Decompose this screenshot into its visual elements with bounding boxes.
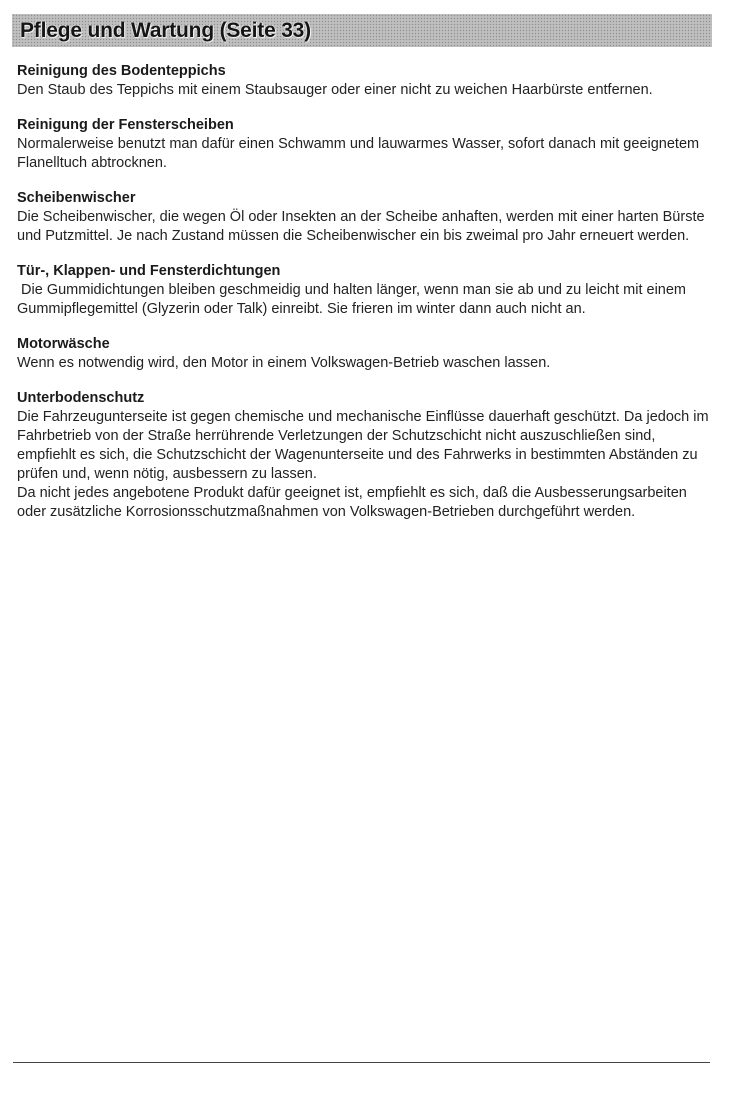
- section-heading: Scheibenwischer: [17, 190, 136, 206]
- section-paragraph: Wenn es notwendig wird, den Motor in einem Volkswagen-Betrieb waschen lassen.: [17, 355, 551, 371]
- section-heading: Tür-, Klappen- und Fensterdichtungen: [17, 263, 281, 279]
- document-body: [17, 62, 717, 538]
- section-paragraph: Da nicht jedes angebotene Produkt dafür geeignet ist, empfiehlt es sich, daß die Ausbesserungsarbeiten oder zusätzliche Korrosionsschutzmaßnahmen von Volkswagen-Betrieben durchgeführt werden.: [17, 485, 687, 520]
- section-motorwaesche: [17, 335, 717, 373]
- section-heading: Reinigung des Bodenteppichs: [17, 63, 226, 79]
- page-title: Pflege und Wartung (Seite 33): [20, 19, 311, 42]
- section-paragraph: Die Gummidichtungen bleiben geschmeidig und halten länger, wenn man sie ab und zu leicht mit einem Gummipflegemittel (Glyzerin oder Talk) einreibt. Sie frieren im winter dann auch nicht an.: [17, 282, 691, 317]
- section-dichtungen: [17, 262, 717, 319]
- section-heading: Unterbodenschutz: [17, 390, 145, 406]
- section-unterbodenschutz: [17, 389, 717, 522]
- section-paragraph: Die Scheibenwischer, die wegen Öl oder Insekten an der Scheibe anhaften, werden mit einer harten Bürste und Putzmittel. Je nach Zustand müssen die Scheibenwischer ein bis zweimal pro Jahr erneuert werden.: [17, 209, 705, 244]
- section-scheibenwischer: [17, 189, 717, 246]
- section-fensterscheiben: [17, 116, 717, 173]
- section-bodenteppich: [17, 62, 717, 100]
- section-paragraph: Normalerweise benutzt man dafür einen Schwamm und lauwarmes Wasser, sofort danach mit geeignetem Flanelltuch abtrocknen.: [17, 136, 700, 171]
- section-paragraph: Die Fahrzeugunterseite ist gegen chemische und mechanische Einflüsse dauerhaft geschützt. Da jedoch im Fahrbetrieb von der Straße herrührende Verletzungen der Schutzschicht nicht auszuschließen sind, empfiehlt es sich, die Schutzschicht der Wagenunterseite und des Fahrwerks in bestimmten Abständen zu prüfen und, wenn nötig, ausbessern zu lassen.: [17, 409, 709, 482]
- section-heading: Reinigung der Fensterscheiben: [17, 117, 234, 133]
- section-paragraph: Den Staub des Teppichs mit einem Staubsauger oder einer nicht zu weichen Haarbürste entfernen.: [17, 82, 653, 98]
- section-heading: Motorwäsche: [17, 336, 110, 352]
- footer-rule: [13, 1062, 710, 1063]
